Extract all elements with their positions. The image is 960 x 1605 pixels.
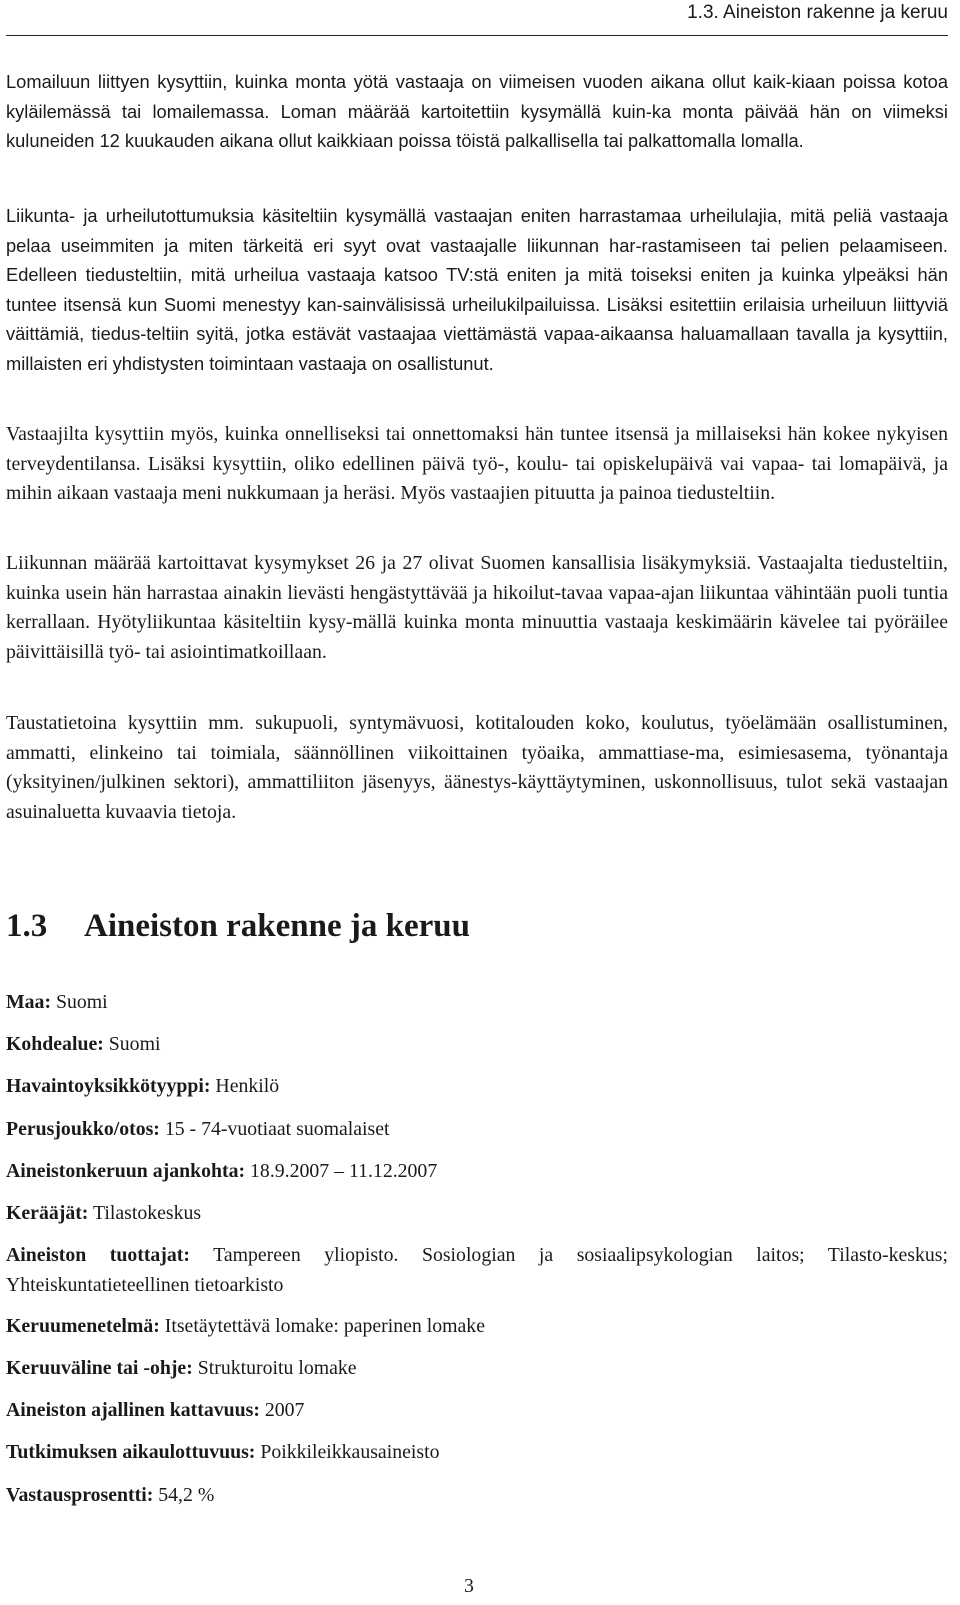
meta-row-keruumenetelma <box>6 1312 948 1342</box>
meta-row-maa <box>6 988 948 1018</box>
meta-key: Aineistonkeruun ajankohta: <box>6 1160 246 1182</box>
meta-key: Havaintoyksikkötyyppi: <box>6 1075 211 1097</box>
meta-key: Kohdealue: <box>6 1033 104 1055</box>
meta-key: Tutkimuksen aikaulottuvuus: <box>6 1441 256 1463</box>
meta-row-vastausprosentti <box>6 1481 948 1511</box>
running-header: 1.3. Aineiston rakenne ja keruu <box>687 2 948 23</box>
meta-key: Vastausprosentti: <box>6 1484 154 1506</box>
page-number: 3 <box>464 1575 474 1597</box>
meta-row-perusjoukko <box>6 1115 948 1145</box>
meta-key: Perusjoukko/otos: <box>6 1118 160 1140</box>
meta-key: Keruuväline tai -ohje: <box>6 1357 193 1379</box>
meta-row-keraajat <box>6 1199 948 1229</box>
meta-key: Kerääjät: <box>6 1202 89 1224</box>
meta-value: 15 - 74-vuotiaat suomalaiset <box>164 1118 390 1140</box>
meta-row-havaintoyksikkotyyppi <box>6 1072 948 1102</box>
paragraph-taustatiedot: Taustatietoina kysyttiin mm. sukupuoli, syntymävuosi, kotitalouden koko, koulutus, työelämään osallistuminen, ammatti, elinkeino tai toimiala, säännöllinen viikoittainen työaika, ammattiase-ma, esimiesasema, työnantaja (yksityinen/julkinen sektori), ammattiliiton jäsenyys, äänestys-käyttäytyminen, uskonnollisuus, tulot sekä vastaajan asuinaluetta kuvaavia tietoja. <box>6 712 948 823</box>
meta-key: Keruumenetelmä: <box>6 1315 160 1337</box>
section-number: 1.3 <box>6 908 48 944</box>
meta-value: Tampereen yliopisto. Sosiologian ja sosiaalipsykologian laitos; Tilasto-keskus; Yhteiskuntatieteellinen tietoarkisto <box>6 1244 948 1296</box>
meta-value: Suomi <box>108 1033 161 1055</box>
meta-row-kohdealue <box>6 1030 948 1060</box>
meta-key: Aineiston tuottajat: <box>6 1244 190 1266</box>
meta-row-ajallinen-kattavuus <box>6 1396 948 1426</box>
meta-value: 54,2 % <box>158 1484 215 1506</box>
header-rule <box>6 35 948 36</box>
meta-row-keruun-ajankohta <box>6 1157 948 1187</box>
section-heading <box>6 904 470 948</box>
paragraph-liikunnan-maara: Liikunnan määrää kartoittavat kysymykset 26 ja 27 olivat Suomen kansallisia lisäkymyksiä. Vastaajalta tiedusteltiin, kuinka usein hän harrastaa ainakin lievästi hengästyttävää ja hikoilut-tavaa vapaa-ajan liikuntaa vähintään puoli tuntia kerrallaan. Hyötyliikuntaa käsiteltiin kysy-mällä kuinka monta minuuttia vastaaja keskimäärin kävelee tai pyöräilee päivittäisillä työ- tai asiointimatkoillaan. <box>6 552 948 663</box>
meta-value: Strukturoitu lomake <box>197 1357 357 1379</box>
meta-row-tuottajat <box>6 1241 948 1300</box>
meta-key: Aineiston ajallinen kattavuus: <box>6 1399 260 1421</box>
meta-value: Tilastokeskus <box>92 1202 202 1224</box>
meta-value: 18.9.2007 – 11.12.2007 <box>250 1160 438 1182</box>
meta-row-aikaulottuvuus <box>6 1438 948 1468</box>
section-title: Aineiston rakenne ja keruu <box>84 908 470 944</box>
meta-key: Maa: <box>6 991 52 1013</box>
paragraph-onnellisuus: Vastaajilta kysyttiin myös, kuinka onnelliseksi tai onnettomaksi hän tuntee itsensä ja millaiseksi hän kokee nykyisen terveydentilansa. Lisäksi kysyttiin, oliko edellinen päivä työ-, koulu- tai opiskelupäivä vai vapaa- tai lomapäivä, ja mihin aikaan vastaaja meni nukkumaan ja heräsi. Myös vastaajien pituutta ja painoa tiedusteltiin. <box>6 423 948 504</box>
meta-value: 2007 <box>264 1399 305 1421</box>
paragraph-lomailu: Lomailuun liittyen kysyttiin, kuinka monta yötä vastaaja on viimeisen vuoden aikana ollut kaik-kiaan poissa kotoa kyläilemässä tai lomailemassa. Loman määrää kartoitettiin kysymällä kuin-ka monta päivää hän on viimeksi kuluneiden 12 kuukauden aikana ollut kaikkiaan poissa töistä palkallisella tai palkattomalla lomalla. <box>6 71 948 151</box>
meta-value: Itsetäytettävä lomake: paperinen lomake <box>164 1315 485 1337</box>
paragraph-liikunta-urheilu: Liikunta- ja urheilutottumuksia käsiteltiin kysymällä vastaajan eniten harrastamaa urheilulajia, mitä peliä vastaaja pelaa useimmiten ja miten tärkeitä eri syyt ovat vastaajalle liikunnan har-rastamiseen tai pelien pelaamiseen. Edelleen tiedusteltiin, mitä urheilua vastaaja katsoo TV:stä eniten ja mitä toiseksi eniten ja kuinka ylpeäksi hän tuntee itsensä kun Suomi menestyy kan-sainvälisissä urheilukilpailuissa. Lisäksi esitettiin erilaisia urheiluun liittyviä väittämiä, tiedus-teltiin syitä, jotka estävät vastaajaa viettämästä vapaa-aikaansa haluamallaan tavalla ja kysyttiin, millaisten eri yhdistysten toimintaan vastaaja on osallistunut. <box>6 205 948 374</box>
meta-value: Suomi <box>56 991 108 1013</box>
meta-value: Poikkileikkausaineisto <box>260 1441 440 1463</box>
meta-row-keruuvaline <box>6 1354 948 1384</box>
meta-value: Henkilö <box>215 1075 280 1097</box>
